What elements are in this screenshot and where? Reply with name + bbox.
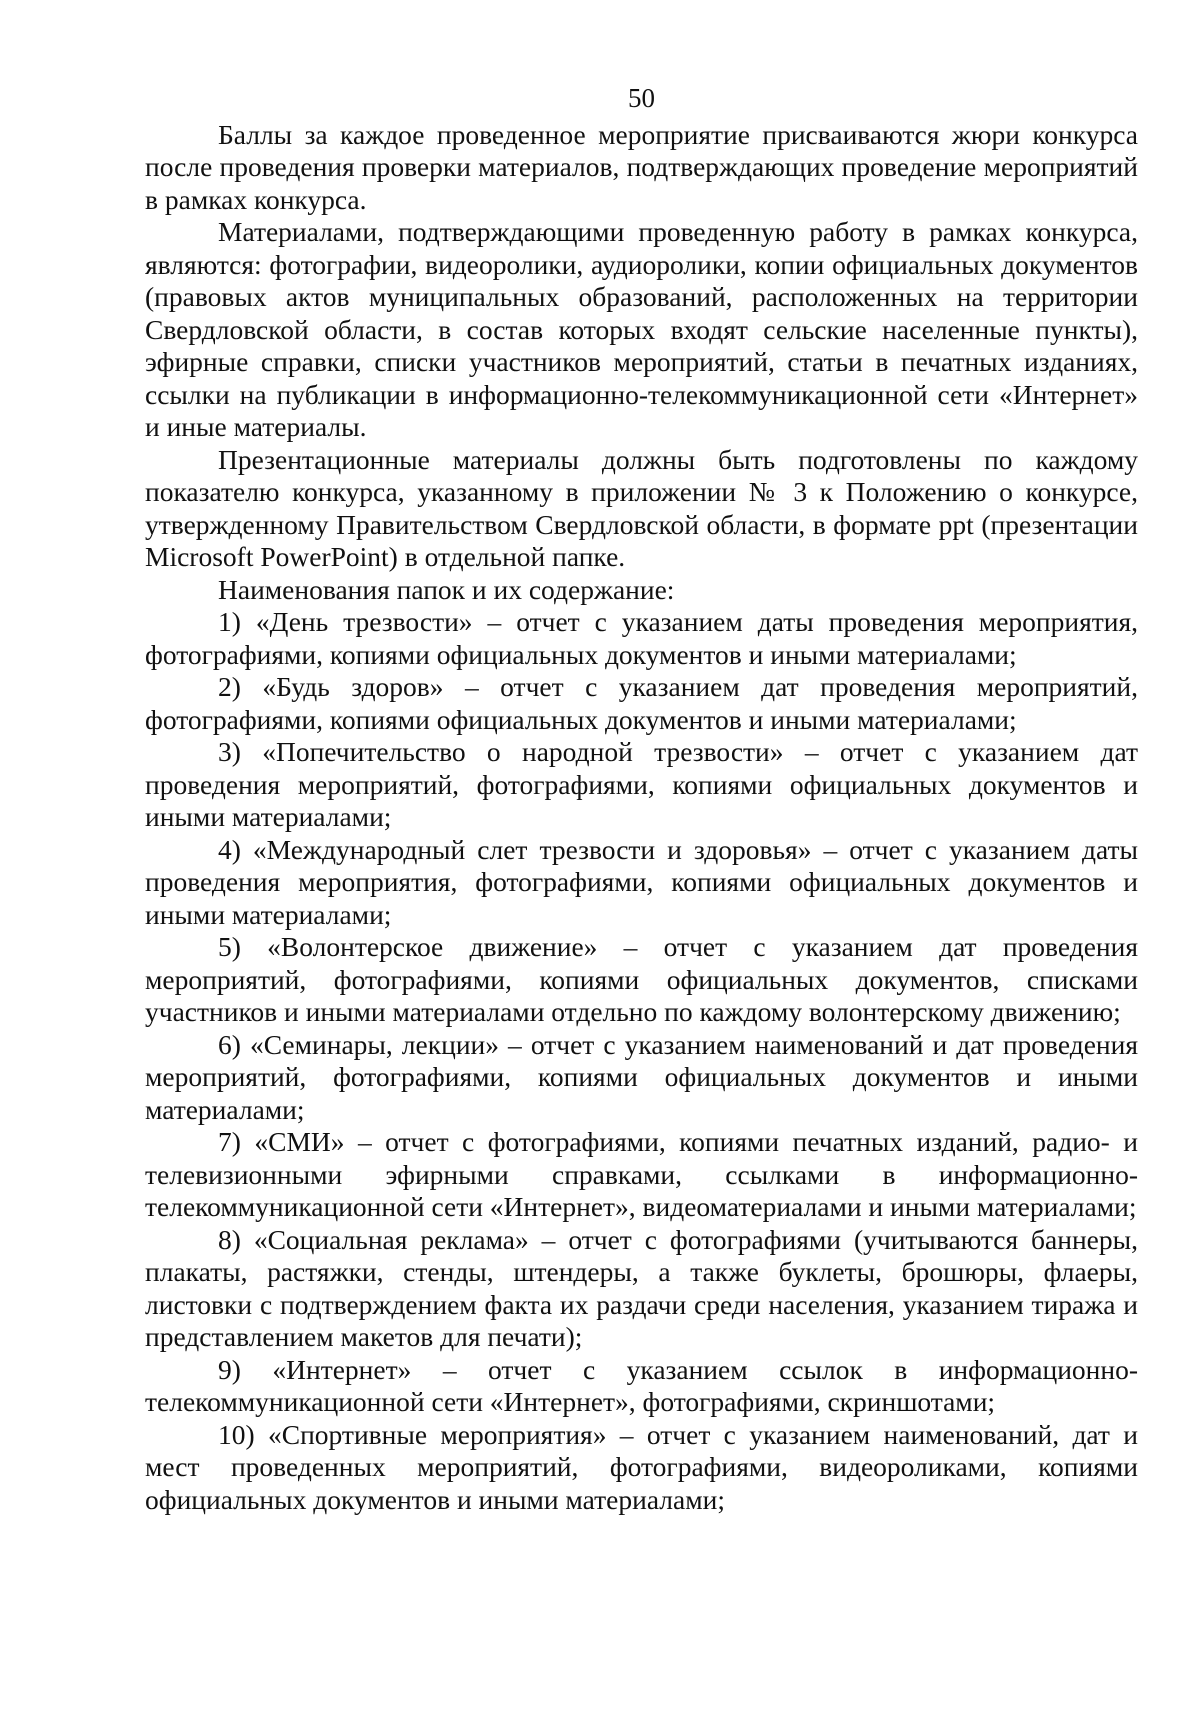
list-item-6: 6) «Семинары, лекции» – отчет с указанием наименований и дат проведения мероприятий, фотографиями, копиями официальных документов и иными материалами; xyxy=(145,1028,1138,1125)
paragraph-presentation: Презентационные материалы должны быть подготовлены по каждому показателю конкурса, указанному в приложении № 3 к Положению о конкурсе, утвержденному Правительством Свердловской области, в формате ppt (презентации Microsoft PowerPoint) в отдельной папке. xyxy=(145,443,1138,572)
list-item-5: 5) «Волонтерское движение» – отчет с указанием дат проведения мероприятий, фотографиями, копиями официальных документов, списками участников и иными материалами отдельно по каждому волонтерскому движению; xyxy=(145,931,1138,1027)
list-item-7: 7) «СМИ» – отчет с фотографиями, копиями печатных изданий, радио- и телевизионными эфирными справками, ссылками в информационно-телекоммуникационной сети «Интернет», видеоматериалами и иными материалами; xyxy=(145,1126,1138,1222)
paragraph-scoring: Баллы за каждое проведенное мероприятие присваиваются жюри конкурса после проведения проверки материалов, подтверждающих проведение мероприятий в рамках конкурса. xyxy=(145,118,1138,215)
list-item-8: 8) «Социальная реклама» – отчет с фотографиями (учитываются баннеры, плакаты, растяжки, стенды, штендеры, а также буклеты, брошюры, флаеры, листовки с подтверждением факта их раздачи среди населения, указанием тиража и представлением макетов для печати); xyxy=(145,1223,1138,1352)
list-item-4: 4) «Международный слет трезвости и здоровья» – отчет с указанием даты проведения мероприятия, фотографиями, копиями официальных документов и иными материалами; xyxy=(145,833,1138,930)
paragraph-folders-heading: Наименования папок и их содержание: xyxy=(218,573,675,605)
page-number: 50 xyxy=(628,83,655,113)
list-item-2: 2) «Будь здоров» – отчет с указанием дат проведения мероприятий, фотографиями, копиями официальных документов и иными материалами; xyxy=(145,671,1138,735)
list-item-1: 1) «День трезвости» – отчет с указанием даты проведения мероприятия, фотографиями, копиями официальных документов и иными материалами; xyxy=(145,606,1138,670)
list-item-10: 10) «Спортивные мероприятия» – отчет с указанием наименований, дат и мест проведенных мероприятий, фотографиями, видеороликами, копиями официальных документов и иными материалами; xyxy=(145,1418,1138,1515)
list-item-9: 9) «Интернет» – отчет с указанием ссылок в информационно-телекоммуникационной сети «Интернет», фотографиями, скриншотами; xyxy=(145,1353,1138,1417)
document-page xyxy=(145,82,1138,1516)
list-item-3: 3) «Попечительство о народной трезвости» – отчет с указанием дат проведения мероприятий, фотографиями, копиями официальных документов и иными материалами; xyxy=(145,736,1138,832)
paragraph-materials: Материалами, подтверждающими проведенную работу в рамках конкурса, являются: фотографии, видеоролики, аудиоролики, копии официальных документов (правовых актов муниципальных образований, расположенных на территории Свердловской области, в состав которых входят сельские населенные пункты), эфирные справки, списки участников мероприятий, статьи в печатных изданиях, ссылки на публикации в информационно-телекоммуникационной сети «Интернет» и иные материалы. xyxy=(145,216,1138,442)
